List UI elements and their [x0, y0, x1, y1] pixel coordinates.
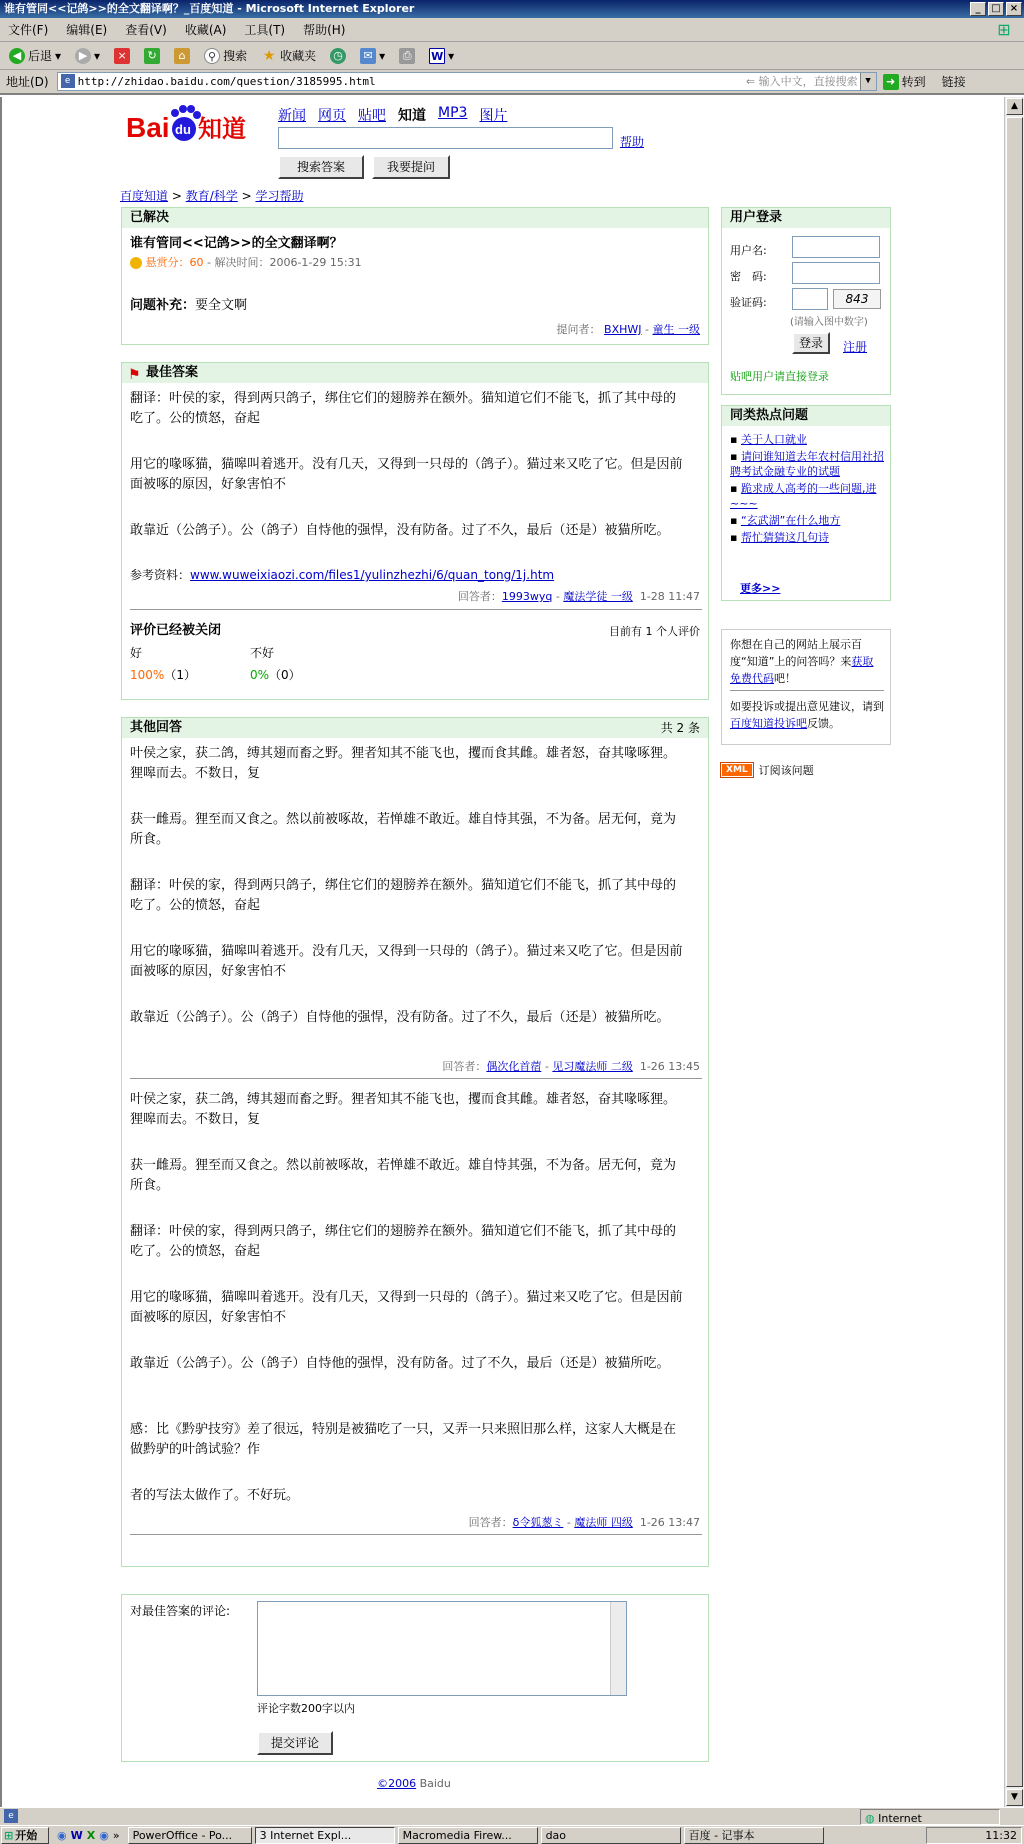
history-icon: ◷ — [330, 48, 346, 64]
windows-flag-icon: ⊞ — [4, 1828, 14, 1842]
scroll-down-icon[interactable]: ▼ — [1006, 1789, 1023, 1806]
clock: 11:32 — [985, 1829, 1017, 1842]
question-title: 谁有管同<<记鸽>>的全文翻译啊？ — [130, 236, 343, 251]
evaluation-title: 评价已经被关闭 — [130, 623, 222, 638]
evaluation-count: 目前有 1 个人评价 — [609, 625, 700, 638]
arrow-left-icon: ⇐ — [745, 75, 759, 88]
task-ie[interactable]: 3 Internet Expl... — [255, 1827, 395, 1844]
question-box — [121, 207, 709, 345]
dropdown-icon[interactable]: ▼ — [860, 73, 876, 90]
eval-good-label: 好 — [130, 646, 143, 660]
captcha-input[interactable] — [792, 288, 828, 310]
divider — [130, 1534, 702, 1535]
page-icon: e — [61, 74, 75, 88]
hot-questions-box — [721, 405, 891, 601]
comment-textarea[interactable] — [257, 1601, 627, 1696]
username-label: 用户名: — [730, 244, 767, 257]
reward-line: 悬赏分：60 - 解决时间：2006-1-29 15:31 — [130, 253, 685, 273]
search-button[interactable]: ⚲ 搜索 — [201, 45, 250, 66]
textarea-scrollbar[interactable] — [610, 1602, 626, 1695]
asker-level[interactable]: 童生 一级 — [652, 323, 700, 336]
submit-comment-button[interactable]: 提交评论 — [257, 1731, 333, 1755]
best-answer-box — [121, 362, 709, 700]
nav-tieba[interactable]: 贴吧 — [358, 108, 386, 124]
more-link[interactable]: 更多>> — [740, 582, 781, 595]
complain-text: 如要投诉或提出意见建议，请到百度知道投诉吧反馈。 — [730, 700, 884, 730]
answer-paragraph: 叶侯之家，获二鸽，缚其翅而畜之野。狸者知其不能飞也，攫而食其雌。雄者怒，奋其喙啄狸。狸嗥而去。不数日，复 — [130, 1092, 677, 1127]
forward-arrow-icon: ▶ — [75, 48, 91, 64]
flag-icon: ⚑ — [128, 367, 141, 383]
nav-images[interactable]: 图片 — [479, 108, 508, 124]
answerer-link[interactable]: δ令狐葱ミ — [512, 1516, 564, 1529]
menu-favorites[interactable]: 收藏(A) — [184, 23, 227, 37]
favorites-button[interactable]: ★ 收藏夹 — [262, 47, 317, 64]
list-item: ▪ 跪求成人高考的一些问题,进~~~ — [730, 482, 877, 510]
address-hint: 输入中文，直接搜索 — [758, 75, 858, 88]
ie-icon[interactable]: ◉ — [57, 1828, 67, 1842]
comment-label: 对最佳答案的评论: — [130, 1604, 231, 1618]
nav-mp3[interactable]: MP3 — [438, 105, 468, 121]
scroll-thumb[interactable] — [1006, 117, 1023, 1787]
minimize-button[interactable]: _ — [970, 2, 986, 16]
answerer-info: 回答者：δ令狐葱ミ - 魔法师 四级 1-26 13:47 — [468, 1516, 700, 1529]
answerer-level[interactable]: 魔法学徒 一级 — [563, 590, 633, 603]
reference: 参考资料：www.wuweixiaozi.com/files1/yulinzhezhi/6/quan_tong/1j.htm — [130, 568, 555, 582]
answer-paragraph: 用它的喙啄猫，猫嗥叫着逃开。没有几天，又得到一只母的（鸽子）。猫过来又吃了它。但是因前面被啄的原因，好象害怕不 — [130, 944, 683, 979]
window-title: 谁有管同<<记鸽>>的全文翻译啊？_百度知道 - Microsoft Internet Explorer — [4, 2, 415, 15]
search-input[interactable] — [278, 127, 613, 149]
other-answers-box — [121, 717, 709, 1567]
asker-link[interactable]: BXHWJ — [604, 323, 642, 336]
coin-icon — [130, 257, 142, 269]
home-icon: ⌂ — [174, 48, 190, 64]
answer-paragraph: 获一雌焉。狸至而又食之。然以前被啄故，若惮雄不敢近。雄自恃其强，不为备。居无何，竟为所食。 — [130, 812, 677, 847]
word-button[interactable]: W ▾ — [431, 48, 455, 63]
answer-paragraph: 叶侯之家，获二鸽，缚其翅而畜之野。狸者知其不能飞也，攫而食其雌。雄者怒，奋其喙啄狸。狸嗥而去。不数日，复 — [130, 746, 677, 781]
breadcrumb-subcategory[interactable]: 学习帮助 — [255, 189, 304, 203]
menu-tools[interactable]: 工具(T) — [244, 23, 286, 37]
address-input[interactable]: e http://zhidao.baidu.com/question/3185995.html ⇐ 输入中文，直接搜索 ▼ — [57, 72, 877, 91]
answer-paragraph: 感：比《黔驴技穷》差了很远，特别是被猫吃了一只，又弄一只来照旧那么样，这家人大概是在做黔驴的叶鸽试验？作 — [130, 1422, 677, 1457]
hot-question-link[interactable]: 关于人口就业 — [740, 433, 807, 446]
vertical-scrollbar[interactable] — [1004, 97, 1024, 1807]
login-button[interactable]: 登录 — [792, 332, 830, 354]
best-answer-header: ⚑ 最佳答案 — [122, 363, 708, 383]
best-answer-paragraph: 用它的喙啄猫，猫嗥叫着逃开。没有几天，又得到一只母的（鸽子）。猫过来又吃了它。但是因前面被啄的原因，好象害怕不 — [130, 457, 683, 492]
reward-value: 60 — [189, 256, 204, 269]
address-bar — [0, 70, 1024, 95]
status-bar — [0, 1807, 1024, 1825]
breadcrumb: 百度知道 > 教育/科学 > 学习帮助 — [120, 189, 304, 203]
comment-limit: 评论字数200字以内 — [257, 1702, 355, 1715]
best-answer-paragraph: 翻译：叶侯的家，得到两只鸽子，绑住它们的翅膀养在额外。猫知道它们不能飞，抓了其中母的吃了。公的愤怒，奋起 — [130, 391, 677, 426]
nav-zhidao: 知道 — [398, 108, 426, 124]
captcha-label: 验证码: — [730, 296, 767, 309]
eval-good-result: 100%（1） — [130, 668, 196, 682]
svg-text:du: du — [175, 122, 191, 137]
divider — [130, 609, 702, 610]
start-button[interactable]: ⊞ 开始 — [1, 1827, 49, 1844]
captcha-image: 843 — [833, 289, 881, 309]
answer-paragraph: 翻译：叶侯的家，得到两只鸽子，绑住它们的翅膀养在额外。猫知道它们不能飞，抓了其中母的吃了。公的愤怒，奋起 — [130, 878, 677, 913]
list-item: ▪ “玄武湖”在什么地方 — [730, 514, 841, 527]
best-answerer-info: 回答者：1993wyq - 魔法学徒 一级 1-28 11:47 — [457, 590, 700, 603]
menu-view[interactable]: 查看(V) — [125, 23, 167, 37]
password-input[interactable] — [792, 262, 880, 284]
subscribe-row[interactable] — [721, 762, 814, 778]
hot-questions-list — [730, 432, 886, 547]
page-done-icon: e — [4, 1809, 18, 1823]
list-item: ▪ 请问谁知道去年农村信用社招聘考试金融专业的试题 — [730, 450, 884, 478]
print-icon: ⎙ — [399, 48, 415, 64]
free-code-link[interactable]: 获取免费代码 — [730, 655, 874, 685]
refresh-icon: ↻ — [144, 48, 160, 64]
eval-bad-result: 0%（0） — [250, 668, 301, 682]
hot-question-link[interactable]: “玄武湖”在什么地方 — [740, 514, 841, 527]
hot-question-link[interactable]: 跪求成人高考的一些问题,进~~~ — [730, 482, 877, 510]
mail-button[interactable]: ✉ ▾ — [357, 46, 388, 66]
answerer-level[interactable]: 魔法师 四级 — [574, 1516, 633, 1529]
help-link[interactable]: 帮助 — [620, 135, 645, 149]
hot-question-link[interactable]: 请问谁知道去年农村信用社招聘考试金融专业的试题 — [730, 450, 884, 478]
maximize-button[interactable]: □ — [988, 2, 1004, 16]
register-link[interactable]: 注册 — [843, 340, 868, 354]
close-button[interactable]: × — [1006, 2, 1022, 16]
svg-text:知道: 知道 — [198, 115, 246, 143]
stop-icon: × — [114, 48, 130, 64]
question-status: 已解决 — [122, 208, 708, 228]
page-viewport — [0, 97, 1004, 1807]
excel-icon[interactable]: X — [86, 1828, 96, 1842]
scroll-up-icon[interactable]: ▲ — [1006, 98, 1023, 115]
divider — [730, 690, 884, 691]
task-dao-folder[interactable]: dao — [541, 1827, 681, 1844]
list-item: ▪ 关于人口就业 — [730, 433, 807, 446]
question-supplement: 问题补充：要全文啊 — [130, 298, 248, 313]
stop-button[interactable] — [111, 46, 133, 66]
captcha-hint: (请输入图中数字) — [790, 317, 868, 328]
security-zone: ◍ Internet — [860, 1809, 1000, 1825]
reference-link[interactable]: www.wuweixiaozi.com/files1/yulinzhezhi/6/quan_tong/1j.htm — [190, 568, 555, 582]
breadcrumb-category[interactable]: 教育/科学 — [185, 189, 238, 203]
divider — [130, 1078, 702, 1079]
answer-paragraph: 获一雌焉。狸至而又食之。然以前被啄故，若惮雄不敢近。雄自恃其强，不为备。居无何，竟为所食。 — [130, 1158, 677, 1193]
answer-paragraph: 翻译：叶侯的家，得到两只鸽子，绑住它们的翅膀养在额外。猫知道它们不能飞，抓了其中母的吃了。公的愤怒，奋起 — [130, 1224, 677, 1259]
username-input[interactable] — [792, 236, 880, 258]
home-button[interactable] — [171, 46, 193, 66]
answerer-level[interactable]: 见习魔法师 二级 — [552, 1060, 633, 1073]
top-nav — [278, 105, 507, 125]
chevron-icon[interactable]: » — [112, 1828, 120, 1842]
baidu-logo[interactable] — [126, 103, 266, 145]
copyright-link[interactable]: ©2006 — [377, 1777, 417, 1790]
xml-badge-icon: XML — [721, 763, 753, 777]
breadcrumb-home[interactable]: 百度知道 — [120, 189, 169, 203]
answer-count: 共 2 条 — [660, 721, 700, 735]
forward-button[interactable]: ▶ ▾ — [72, 46, 103, 66]
promo-text: 你想在自己的网站上展示百度“知道”上的问答吗？来获取免费代码吧！ — [730, 638, 874, 685]
login-box — [721, 207, 891, 395]
nav-web[interactable]: 网页 — [318, 108, 346, 124]
window-title-bar — [0, 0, 1024, 18]
toolbar — [0, 42, 1024, 70]
asker-info: 提问者： BXHWJ - 童生 一级 — [556, 323, 700, 336]
star-icon: ★ — [262, 47, 276, 64]
other-answers-header: 其他回答 共 2 条 — [122, 718, 708, 738]
answerer-info: 回答者：偶次化首蓿 - 见习魔法师 二级 1-26 13:45 — [442, 1060, 700, 1073]
comment-box — [121, 1594, 709, 1762]
hot-question-link[interactable]: 帮忙猜猜这几句诗 — [740, 531, 829, 544]
menu-edit[interactable]: 编辑(E) — [66, 23, 108, 37]
menu-bar — [0, 18, 1024, 42]
refresh-button[interactable] — [141, 46, 163, 66]
subscribe-label: 订阅该问题 — [758, 764, 814, 777]
print-button[interactable] — [396, 46, 418, 66]
answerer-link[interactable]: 1993wyq — [501, 590, 553, 603]
links-button[interactable]: 链接 — [941, 75, 966, 89]
login-header: 用户登录 — [722, 208, 890, 228]
password-label: 密 码: — [730, 270, 767, 283]
taskbar — [0, 1825, 1024, 1844]
list-item: ▪ 帮忙猜猜这几句诗 — [730, 531, 829, 544]
footer: ©2006 Baidu — [377, 1777, 451, 1790]
go-arrow-icon: ➜ — [883, 74, 899, 90]
back-arrow-icon: ◀ — [9, 48, 25, 64]
search-icon: ⚲ — [204, 48, 220, 64]
menu-file[interactable]: 文件(F) — [8, 23, 49, 37]
promo-box — [721, 629, 891, 745]
back-button[interactable]: ◀ 后退 ▾ — [6, 45, 64, 66]
hot-questions-header: 同类热点问题 — [722, 406, 890, 426]
history-button[interactable] — [327, 46, 349, 66]
task-fireworks[interactable]: Macromedia Firew... — [398, 1827, 538, 1844]
address-label: 地址(D) — [6, 75, 49, 89]
menu-help[interactable]: 帮助(H) — [303, 23, 346, 37]
nav-news[interactable]: 新闻 — [278, 108, 306, 124]
word-icon: W — [431, 49, 444, 63]
mail-icon: ✉ — [360, 48, 376, 64]
system-tray — [926, 1827, 1022, 1844]
answerer-link[interactable]: 偶次化首蓿 — [486, 1060, 542, 1073]
go-button[interactable]: ➜ 转到 — [883, 73, 926, 90]
task-notepad[interactable]: 百度 - 记事本 — [684, 1827, 824, 1844]
svg-text:Bai: Bai — [126, 112, 170, 143]
complain-link[interactable]: 百度知道投诉吧 — [730, 717, 807, 730]
answer-paragraph: 用它的喙啄猫，猫嗥叫着逃开。没有几天，又得到一只母的（鸽子）。猫过来又吃了它。但是因前面被啄的原因，好象害怕不 — [130, 1290, 683, 1325]
ie-quicklaunch-icon[interactable]: ◉ — [99, 1828, 109, 1842]
eval-bad-label: 不好 — [250, 646, 275, 660]
task-poweroffice[interactable]: PowerOffice - Po... — [128, 1827, 252, 1844]
best-answer-paragraph: 敢靠近（公鸽子）。公（鸽子）自恃他的强悍，没有防备。过了不久，最后（还是）被猫所吃。 — [130, 523, 670, 538]
windows-logo-icon: ⊞ — [997, 20, 1011, 39]
ask-question-button[interactable]: 我要提问 — [372, 155, 450, 179]
answer-paragraph: 敢靠近（公鸽子）。公（鸽子）自恃他的强悍，没有防备。过了不久，最后（还是）被猫所吃。 — [130, 1356, 670, 1371]
word-icon[interactable]: W — [70, 1828, 83, 1842]
answer-paragraph: 者的写法太做作了。不好玩。 — [130, 1488, 300, 1503]
search-answers-button[interactable]: 搜索答案 — [278, 155, 364, 179]
answer-paragraph: 敢靠近（公鸽子）。公（鸽子）自恃他的强悍，没有防备。过了不久，最后（还是）被猫所吃。 — [130, 1010, 670, 1025]
globe-icon: ◍ — [865, 1812, 875, 1825]
tieba-login-note: 贴吧用户请直接登录 — [730, 370, 829, 383]
